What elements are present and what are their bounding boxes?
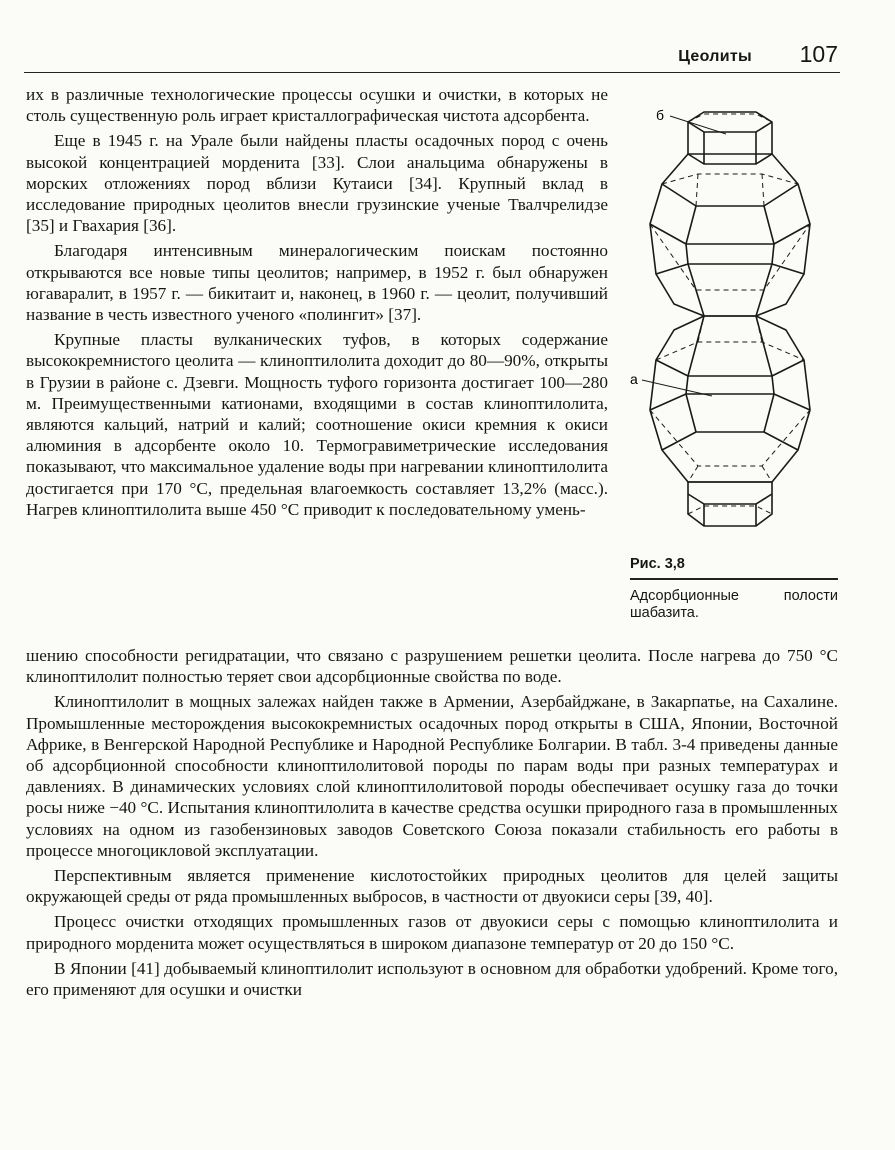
running-title: Цеолиты bbox=[678, 48, 752, 65]
paragraph: Крупные пласты вулканических туфов, в которых содержание высококремнистого цеолита — клиноптилолита доходит до 80—90%, открыты в Грузии в районе с. Дзевги. Мощность туфого горизонта достигает 100—280 м. Преимущественными катионами, входящими в состав клиноптилолита, являются кальций, натрий и калий; соотношение окиси кремния к окиси алюминия в адсорбенте около 10. Термогравиметрические исследования показывают, что максимальное удаление воды при нагревании клиноптилолита достигается при 170 °С, предельная влагоемкость составляет 13,2% (масс.). Нагрев клиноптилолита выше 450 °С приводит к последовательному умень- bbox=[26, 330, 608, 519]
chabazite-cavity-diagram bbox=[626, 94, 838, 554]
paragraph: их в различные технологические процессы осушки и очистки, в которых не столь существенную роль играет кристаллографическая чистота адсорбента. bbox=[26, 85, 608, 126]
paragraph: Клиноптилолит в мощных залежах найден также в Армении, Азербайджане, в Закарпатье, на Сахалине. Промышленные месторождения высококремнистых осадочных пород открыты в США, Японии, Восточной Африке, в Венгерской Народной Республике и Народной Республике Болгарии. В табл. 3-4 приведены данные об адсорбционной способности клиноптилолитовой породы по парам воды при разных температурах и давлениях. В динамических условиях слой клиноптилолитовой породы обеспечивает осушку газа до точки росы ниже −40 °С. Испытания клиноптилолита в качестве средства осушки природного газа в промышленных условиях на одном из газобензиновых заводов Советского Союза показали стабильность его работы в процессе многоцикловой эксплуатации. bbox=[26, 692, 838, 860]
figure-caption-text: Адсорбционные полости шабазита. bbox=[630, 588, 838, 621]
label-b-leader-line bbox=[670, 116, 726, 134]
wide-text-column bbox=[26, 645, 838, 1004]
paragraph: Еще в 1945 г. на Урале были найдены пласты осадочных пород с очень высокой концентрацией морденита [33]. Слои анальцима обнаружены в морских отложениях пород вблизи Кутаиси [34]. Крупный вклад в исследование природных цеолитов внесли грузинские ученые Твалчрелидзе [35] и Гвахария [36]. bbox=[26, 131, 608, 236]
running-header bbox=[24, 40, 840, 73]
figure-label-b: б bbox=[656, 107, 665, 123]
narrow-text-column bbox=[26, 84, 608, 524]
figure-label-a: а bbox=[630, 371, 638, 387]
paragraph: В Японии [41] добываемый клиноптилолит используют в основном для обработки удобрений. Кроме того, его применяют для осушки и очистки bbox=[26, 958, 838, 1000]
figure-caption bbox=[630, 556, 838, 622]
paragraph: Процесс очистки отходящих промышленных газов от двуокиси серы с помощью клиноптилолита и природного морденита может осуществляться в широком диапазоне температур от 20 до 150 °С. bbox=[26, 912, 838, 953]
paragraph: Благодаря интенсивным минералогическим поискам постоянно открываются все новые типы цеолитов; например, в 1952 г. был обнаружен югаваралит, в 1957 г. — бикитаит и, наконец, в 1960 г. — цеолит, получивший название в честь известного ученого «полингит» [37]. bbox=[26, 241, 608, 325]
page-number: 107 bbox=[799, 41, 838, 67]
figure-chabazite-cavities bbox=[626, 94, 838, 554]
figure-number: Рис. 3,8 bbox=[630, 556, 838, 580]
paragraph: шению способности регидратации, что связано с разрушением решетки цеолита. После нагрева до 750 °С клиноптилолит полностью теряет свои адсорбционные свойства по воде. bbox=[26, 646, 838, 687]
paragraph: Перспективным является применение кислотостойких природных цеолитов для целей защиты окружающей среды от ряда промышленных выбросов, в частности от двуокиси серы [39, 40]. bbox=[26, 866, 838, 907]
